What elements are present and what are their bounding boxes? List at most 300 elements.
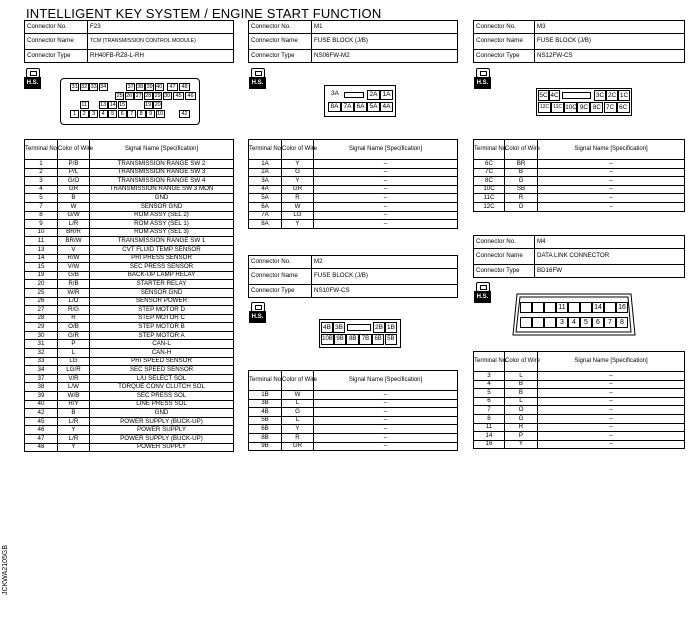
terminal-cell: 11 xyxy=(25,237,58,246)
connector-no-label: Connector No. xyxy=(25,21,88,34)
terminal-cell: 8A xyxy=(249,220,282,229)
terminal-no-header: Terminal No. xyxy=(249,371,282,391)
terminal-cell: 4A xyxy=(249,185,282,194)
figure-code: JCKWA2105GB xyxy=(2,545,9,595)
pin-cavity xyxy=(544,302,556,313)
pin-cavity: 25 xyxy=(116,93,123,99)
pin-cavity: 3A xyxy=(328,90,342,100)
table-row xyxy=(25,237,234,246)
pin-cavity: 1 xyxy=(70,110,79,118)
table-row xyxy=(25,263,234,272)
pin-cavity: 13 xyxy=(100,102,107,108)
pin-cavity xyxy=(544,317,556,328)
f23-connector-type: RH40FB-RZ8-L-RH xyxy=(88,50,234,63)
wire-color-cell: B xyxy=(505,380,538,389)
signal-name-header: Signal Name [Specification] xyxy=(314,140,458,160)
signal-name-cell: GND xyxy=(90,409,234,418)
terminal-cell: 39 xyxy=(25,392,58,401)
table-row xyxy=(474,440,685,449)
signal-name-cell: ROM ASSY (SEL 1) xyxy=(90,220,234,229)
terminal-cell: 8 xyxy=(474,414,505,423)
terminal-cell: 25 xyxy=(25,288,58,297)
pin-cavity: 9C xyxy=(577,102,590,113)
table-row xyxy=(249,168,458,177)
pin-cavity: 2B xyxy=(373,322,385,333)
pin-cavity: 30 xyxy=(164,93,171,99)
table-row xyxy=(25,177,234,186)
table-row xyxy=(25,288,234,297)
m2-connector-type: NS10FW-CS xyxy=(312,285,458,298)
pin-cavity: 14 xyxy=(109,102,116,108)
pin-cavity xyxy=(580,302,592,313)
pin-cavity: 16 xyxy=(616,302,628,313)
wire-color-cell: B xyxy=(58,194,90,203)
harness-side-icon: H.S. xyxy=(24,68,42,90)
pin-cavity xyxy=(532,302,544,313)
terminal-cell: 14 xyxy=(25,254,58,263)
signal-name-cell: LINE PRESS SOL xyxy=(90,400,234,409)
signal-name-cell: STEP MOTOR C xyxy=(90,314,234,323)
m4-info-table xyxy=(473,235,685,278)
wire-color-cell: GR xyxy=(282,442,314,451)
wire-color-cell: R xyxy=(505,423,538,432)
signal-name-cell: – xyxy=(314,202,458,211)
pin-cavity xyxy=(520,317,532,328)
pin-cavity: 3 xyxy=(556,317,568,328)
terminal-cell: 16 xyxy=(474,440,505,449)
signal-name-cell: – xyxy=(314,416,458,425)
table-row xyxy=(474,406,685,415)
pin-cavity: 40 xyxy=(156,84,163,90)
table-row xyxy=(25,374,234,383)
wire-color-cell: W xyxy=(282,202,314,211)
terminal-cell: 42 xyxy=(25,409,58,418)
table-row xyxy=(25,306,234,315)
wire-color-cell: LG xyxy=(58,357,90,366)
terminal-cell: 14 xyxy=(474,432,505,441)
wire-color-cell: G xyxy=(282,168,314,177)
signal-name-cell: – xyxy=(538,432,685,441)
color-of-wire-header: Color of Wire xyxy=(505,140,538,160)
table-row xyxy=(474,185,685,194)
wire-color-cell: P/L xyxy=(58,168,90,177)
terminal-cell: 8C xyxy=(474,177,505,186)
pin-cavity: 8 xyxy=(137,110,146,118)
table-row xyxy=(25,340,234,349)
signal-name-header: Signal Name [Specification] xyxy=(314,371,458,391)
pin-cavity: 7C xyxy=(604,102,617,113)
pin-cavity: 9 xyxy=(146,110,155,118)
connector-no-label: Connector No. xyxy=(249,256,312,269)
wire-color-cell: R/B xyxy=(58,280,90,289)
m1-connector-name: FUSE BLOCK (J/B) xyxy=(312,34,458,50)
wire-color-cell: LG xyxy=(282,211,314,220)
pin-cavity: 6A xyxy=(354,102,367,112)
f23-connector-name: TCM (TRANSMISSION CONTROL MODULE) xyxy=(88,34,234,50)
wire-color-cell: L/R xyxy=(58,435,90,444)
connector-name-label: Connector Name xyxy=(249,34,312,50)
m4-connector-face xyxy=(520,301,630,331)
terminal-cell: 7 xyxy=(474,406,505,415)
terminal-cell: 46 xyxy=(25,426,58,435)
table-row xyxy=(25,435,234,444)
terminal-cell: 20 xyxy=(25,280,58,289)
f23-connector-face xyxy=(60,78,200,125)
wire-color-cell: G/B xyxy=(58,271,90,280)
signal-name-cell: STEP MOTOR A xyxy=(90,331,234,340)
signal-name-cell: TRANSMISSION RANGE SW 4 xyxy=(90,177,234,186)
wire-color-cell: BR/R xyxy=(58,228,90,237)
terminal-cell: 5 xyxy=(474,389,505,398)
connector-no-label: Connector No. xyxy=(249,21,312,34)
wire-color-cell: G xyxy=(505,414,538,423)
terminal-cell: 12C xyxy=(474,202,505,211)
pin-cavity: 5B xyxy=(385,334,398,345)
pin-cavity: 11C xyxy=(551,102,564,113)
signal-name-cell: – xyxy=(538,389,685,398)
table-row xyxy=(25,323,234,332)
signal-name-cell: TORQUE CONV CLUTCH SOL xyxy=(90,383,234,392)
table-row xyxy=(25,271,234,280)
pin-cavity: 6B xyxy=(372,334,385,345)
pin-cavity: 42 xyxy=(179,110,190,118)
table-row xyxy=(25,409,234,418)
pin-cavity: 34 xyxy=(100,84,107,90)
m3-connector-name: FUSE BLOCK (J/B) xyxy=(535,34,685,50)
signal-name-cell: CAN-H xyxy=(90,349,234,358)
table-row xyxy=(474,177,685,186)
wire-color-cell: P/B xyxy=(58,160,90,169)
connector-key xyxy=(562,92,591,99)
terminal-cell: 33 xyxy=(25,357,58,366)
page-title: INTELLIGENT KEY SYSTEM / ENGINE START FUNCTION xyxy=(26,6,382,21)
m4-connector-name: DATA LINK CONNECTOR xyxy=(535,249,685,265)
m4-pin-table xyxy=(473,351,685,449)
pin-cavity: 15 xyxy=(119,102,126,108)
signal-name-cell: – xyxy=(314,391,458,400)
pin-cavity: 5 xyxy=(580,317,592,328)
terminal-cell: 7C xyxy=(474,168,505,177)
f23-connector-no: F23 xyxy=(88,21,234,34)
pin-cavity: 1A xyxy=(380,90,393,100)
table-row xyxy=(249,416,458,425)
wire-color-cell: R/G xyxy=(58,306,90,315)
table-row xyxy=(249,442,458,451)
pin-cavity: 20 xyxy=(154,102,161,108)
signal-name-cell: POWER SUPPLY (BUCK-UP) xyxy=(90,417,234,426)
terminal-cell: 15 xyxy=(25,263,58,272)
connector-type-label: Connector Type xyxy=(25,50,88,63)
table-row xyxy=(474,389,685,398)
signal-name-cell: – xyxy=(538,380,685,389)
signal-name-cell: CVT FLUID TEMP SENSOR xyxy=(90,245,234,254)
table-row xyxy=(25,211,234,220)
wire-color-cell: R xyxy=(282,194,314,203)
pin-cavity: 1C xyxy=(619,92,629,99)
pin-cavity: 7A xyxy=(341,102,354,112)
m3-pin-table xyxy=(473,139,685,212)
terminal-cell: 1 xyxy=(25,160,58,169)
pin-cavity: 45 xyxy=(173,92,184,100)
pin-cavity: 8B xyxy=(346,334,359,345)
terminal-no-header: Terminal No. xyxy=(474,140,505,160)
pin-cavity: 5C xyxy=(539,92,548,99)
pin-cavity: 27 xyxy=(135,93,142,99)
table-row xyxy=(249,211,458,220)
connector-no-label: Connector No. xyxy=(474,236,535,249)
table-row xyxy=(474,380,685,389)
wire-color-cell: P xyxy=(505,432,538,441)
pin-cavity: 2C xyxy=(607,92,617,99)
wire-color-cell: R xyxy=(58,314,90,323)
terminal-cell: 1A xyxy=(249,160,282,169)
terminal-cell: 2 xyxy=(25,168,58,177)
connector-key xyxy=(344,92,364,98)
terminal-cell: 6C xyxy=(474,160,505,169)
harness-side-icon: H.S. xyxy=(249,302,267,324)
m1-pin-table xyxy=(248,139,458,229)
m3-connector-face xyxy=(536,88,632,116)
signal-name-cell: STEP MOTOR D xyxy=(90,306,234,315)
wire-color-cell: Y xyxy=(58,443,90,452)
terminal-cell: 6A xyxy=(249,202,282,211)
pin-cavity: 26 xyxy=(126,93,133,99)
terminal-cell: 2A xyxy=(249,168,282,177)
terminal-cell: 8B xyxy=(249,433,282,442)
wire-color-cell: B xyxy=(58,409,90,418)
table-row xyxy=(474,202,685,211)
table-row xyxy=(25,254,234,263)
m2-connector-face xyxy=(319,319,401,348)
signal-name-cell: – xyxy=(314,211,458,220)
pin-cavity: 4 xyxy=(99,110,108,118)
pin-cavity: 2A xyxy=(367,90,380,100)
signal-name-cell: – xyxy=(314,399,458,408)
pin-cavity: 38 xyxy=(137,84,144,90)
terminal-cell: 3 xyxy=(25,177,58,186)
m1-connector-face xyxy=(324,85,396,117)
color-of-wire-header: Color of Wire xyxy=(505,352,538,372)
connector-name-label: Connector Name xyxy=(474,34,535,50)
pin-cavity: 48 xyxy=(179,83,190,91)
wire-color-cell: BR xyxy=(505,160,538,169)
connector-name-label: Connector Name xyxy=(474,249,535,265)
m3-info-table xyxy=(473,20,685,63)
color-of-wire-header: Color of Wire xyxy=(58,140,90,160)
m2-connector-no: M2 xyxy=(312,256,458,269)
table-row xyxy=(474,423,685,432)
signal-name-cell: – xyxy=(314,442,458,451)
signal-name-cell: SENSOR POWER xyxy=(90,297,234,306)
signal-name-cell: – xyxy=(314,160,458,169)
terminal-cell: 4 xyxy=(474,380,505,389)
signal-name-cell: – xyxy=(314,425,458,434)
wire-color-cell: V/R xyxy=(58,374,90,383)
terminal-cell: 30 xyxy=(25,331,58,340)
signal-name-cell: – xyxy=(538,440,685,449)
wire-color-cell: G/O xyxy=(58,177,90,186)
harness-side-icon: H.S. xyxy=(249,68,267,90)
terminal-cell: 3 xyxy=(474,372,505,381)
signal-name-cell: ROM ASSY (SEL 3) xyxy=(90,228,234,237)
connector-key xyxy=(347,324,371,331)
harness-side-icon: H.S. xyxy=(474,68,492,90)
pin-cavity: 37 xyxy=(127,84,134,90)
signal-name-cell: – xyxy=(538,372,685,381)
pin-cavity: 6 xyxy=(118,110,127,118)
signal-name-cell: – xyxy=(314,433,458,442)
table-row xyxy=(25,245,234,254)
signal-name-cell: TRANSMISSION RANGE SW 1 xyxy=(90,237,234,246)
pin-cavity: 4A xyxy=(380,102,393,112)
terminal-cell: 9B xyxy=(249,442,282,451)
signal-name-cell: SEC SPEED SENSOR xyxy=(90,366,234,375)
m3-connector-no: M3 xyxy=(535,21,685,34)
connector-type-label: Connector Type xyxy=(249,285,312,298)
pin-cavity xyxy=(520,302,532,313)
terminal-cell: 3A xyxy=(249,177,282,186)
m2-pin-table xyxy=(248,370,458,451)
terminal-cell: 11C xyxy=(474,194,505,203)
wire-color-cell: P xyxy=(58,340,90,349)
pin-cavity xyxy=(568,302,580,313)
table-row xyxy=(25,366,234,375)
wire-color-cell: GR xyxy=(58,185,90,194)
signal-name-cell: CAN-L xyxy=(90,340,234,349)
table-row xyxy=(474,194,685,203)
wire-color-cell: L/O xyxy=(58,297,90,306)
terminal-cell: 47 xyxy=(25,435,58,444)
terminal-cell: 9 xyxy=(25,220,58,229)
signal-name-header: Signal Name [Specification] xyxy=(538,352,685,372)
terminal-cell: 5B xyxy=(249,416,282,425)
wire-color-cell: Y xyxy=(58,426,90,435)
m1-info-table xyxy=(248,20,458,63)
terminal-cell: 4 xyxy=(25,185,58,194)
terminal-cell: 32 xyxy=(25,349,58,358)
table-row xyxy=(249,433,458,442)
m3-connector-type: NS12FW-CS xyxy=(535,50,685,63)
pin-cavity: 5A xyxy=(367,102,380,112)
pin-cavity: 14 xyxy=(592,302,604,313)
wire-color-cell: R/W xyxy=(58,254,90,263)
m1-connector-type: NS06FW-M2 xyxy=(312,50,458,63)
terminal-cell: 13 xyxy=(25,245,58,254)
m1-connector-no: M1 xyxy=(312,21,458,34)
pin-cavity: 28 xyxy=(145,93,152,99)
wire-color-cell: O xyxy=(505,202,538,211)
terminal-cell: 38 xyxy=(25,383,58,392)
table-row xyxy=(474,168,685,177)
pin-cavity: 7 xyxy=(604,317,616,328)
pin-cavity: 10C xyxy=(565,104,577,111)
wire-color-cell: B xyxy=(505,168,538,177)
wire-color-cell: L xyxy=(282,416,314,425)
pin-cavity: 6C xyxy=(617,102,630,113)
wire-color-cell: L/R xyxy=(58,220,90,229)
wire-color-cell: L xyxy=(505,397,538,406)
signal-name-cell: PRI SPEED SENSOR xyxy=(90,357,234,366)
terminal-cell: 10C xyxy=(474,185,505,194)
pin-cavity: 32 xyxy=(81,84,88,90)
signal-name-cell: ROM ASSY (SEL 2) xyxy=(90,211,234,220)
pin-cavity: 10 xyxy=(157,111,164,117)
wire-color-cell: V/W xyxy=(58,263,90,272)
pin-cavity: 12C xyxy=(538,102,551,113)
table-row xyxy=(25,426,234,435)
wire-color-cell: GR xyxy=(282,185,314,194)
signal-name-cell: – xyxy=(538,202,685,211)
pin-cavity: 19 xyxy=(145,102,152,108)
pin-cavity: 8 xyxy=(616,317,628,328)
signal-name-cell: TRANSMISSION RANGE SW 3 MON xyxy=(90,185,234,194)
wire-color-cell: Y xyxy=(282,425,314,434)
harness-side-icon: H.S. xyxy=(474,282,492,304)
signal-name-cell: – xyxy=(314,408,458,417)
terminal-cell: 3B xyxy=(249,399,282,408)
pin-cavity: 2 xyxy=(80,110,89,118)
wire-color-cell: R xyxy=(505,194,538,203)
terminal-cell: 40 xyxy=(25,400,58,409)
signal-name-cell: – xyxy=(314,177,458,186)
pin-cavity: 8C xyxy=(590,102,603,113)
table-row xyxy=(249,399,458,408)
color-of-wire-header: Color of Wire xyxy=(282,140,314,160)
table-row xyxy=(25,202,234,211)
wire-color-cell: W/B xyxy=(58,392,90,401)
signal-name-cell: GND xyxy=(90,194,234,203)
signal-name-cell: POWER SUPPLY (BUCK-UP) xyxy=(90,435,234,444)
table-row xyxy=(474,432,685,441)
table-row xyxy=(249,202,458,211)
terminal-cell: 6B xyxy=(249,425,282,434)
terminal-cell: 34 xyxy=(25,366,58,375)
m2-info-table xyxy=(248,255,458,298)
table-row xyxy=(25,228,234,237)
wire-color-cell: O/B xyxy=(58,323,90,332)
pin-cavity: 6 xyxy=(592,317,604,328)
signal-name-cell: TRANSMISSION RANGE SW 3 xyxy=(90,168,234,177)
signal-name-cell: – xyxy=(314,194,458,203)
table-row xyxy=(474,414,685,423)
wire-color-cell: L/W xyxy=(58,383,90,392)
wire-color-cell: V xyxy=(58,245,90,254)
table-row xyxy=(249,220,458,229)
terminal-cell: 26 xyxy=(25,297,58,306)
terminal-cell: 48 xyxy=(25,443,58,452)
signal-name-header: Signal Name [Specification] xyxy=(90,140,234,160)
terminal-no-header: Terminal No. xyxy=(25,140,58,160)
table-row xyxy=(25,220,234,229)
signal-name-cell: PRI PRESS SENSOR xyxy=(90,254,234,263)
pin-cavity: 3B xyxy=(333,322,345,333)
table-row xyxy=(249,425,458,434)
terminal-cell: 27 xyxy=(25,306,58,315)
pin-cavity: 1B xyxy=(385,322,397,333)
signal-name-cell: SEC PRESS SOL xyxy=(90,392,234,401)
terminal-cell: 11 xyxy=(474,423,505,432)
wire-color-cell: L xyxy=(282,399,314,408)
m2-connector-name: FUSE BLOCK (J/B) xyxy=(312,269,458,285)
color-of-wire-header: Color of Wire xyxy=(282,371,314,391)
signal-name-cell: STEP MOTOR B xyxy=(90,323,234,332)
terminal-cell: 28 xyxy=(25,314,58,323)
pin-cavity: 9B xyxy=(334,334,347,345)
pin-cavity: 46 xyxy=(185,92,196,100)
wire-color-cell: G xyxy=(282,408,314,417)
table-row xyxy=(25,280,234,289)
pin-cavity: 33 xyxy=(90,84,97,90)
